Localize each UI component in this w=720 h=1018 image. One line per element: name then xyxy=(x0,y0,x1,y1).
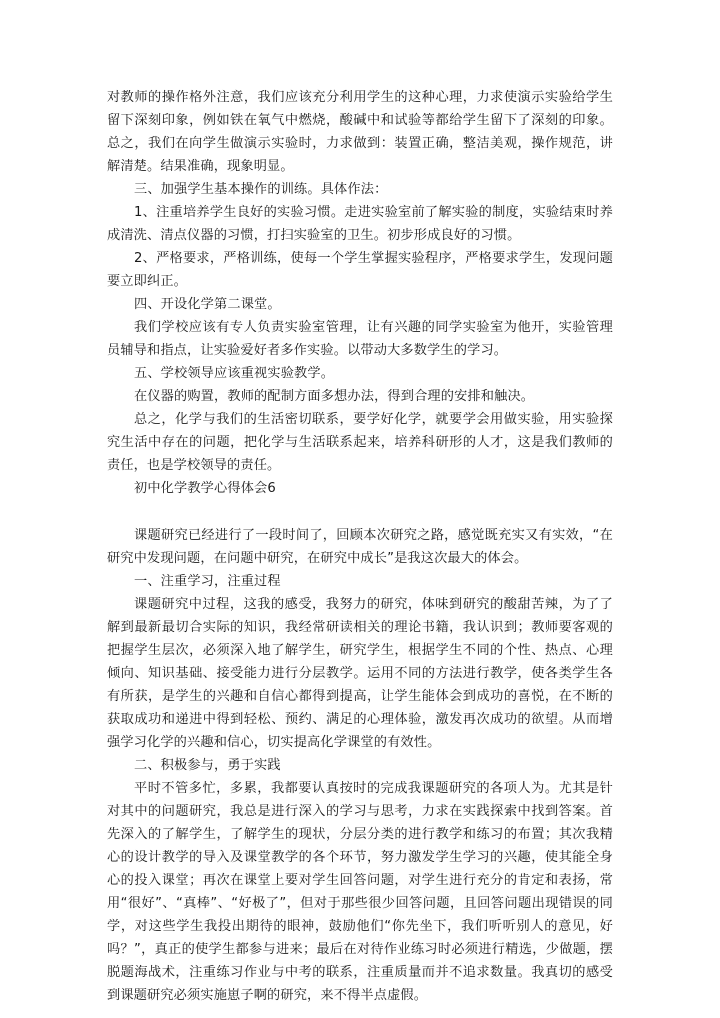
section-heading: 三、加强学生基本操作的训练。具体作法： xyxy=(134,182,388,197)
body-paragraph: 在仪器的购置，教师的配制方面多想办法，得到合理的安排和触决。 xyxy=(134,389,535,404)
section-heading: 二、积极参与，勇于实践 xyxy=(134,758,281,773)
body-paragraph: 课题研究中过程，这我的感受，我努力的研究，体味到研究的酸甜苦辣，为了了解到最新最切合实际的知识，我经常研读相关的理论书籍，我认识到；教师要客观的把握学生层次，必须深入地了解学生，研究学生，根据学生不同的个性、热点、心理倾向、知识基础、接受能力进行分层教学。运用不同的方法进行教学，使各类学生各有所获，是学生的兴趣和自信心都得到提高，让学生能体会到成功的喜悦，在不断的获取成功和递进中得到轻松、预约、满足的心理体验，激发再次成功的欲望。从而增强学习化学的兴趣和信心，切实提高化学课堂的有效性。 xyxy=(107,597,613,750)
section-heading: 四、开设化学第二课堂。 xyxy=(134,297,281,312)
document-body xyxy=(107,86,613,1007)
body-paragraph: 对教师的操作格外注意，我们应该充分利用学生的这种心理，力求使演示实验给学生留下深刻印象，例如铁在氧气中燃烧，酸碱中和试验等都给学生留下了深刻的印象。总之，我们在向学生做演示实验时，力求做到：装置正确，整洁美观，操作规范，讲解清楚。结果准确，现象明显。 xyxy=(107,90,613,174)
section-spacer xyxy=(107,500,613,524)
body-paragraph: 我们学校应该有专人负责实验室管理，让有兴趣的同学实验室为他开，实验管理员辅导和指点，让实验爱好者多作实验。以带动大多数学生的学习。 xyxy=(107,320,613,358)
body-paragraph: 平时不管多忙，多累，我都要认真按时的完成我课题研究的各项人为。尤其是针对其中的问题研究，我总是进行深入的学习与思考，力求在实践探索中找到答案。首先深入的了解学生，了解学生的现状，分层分类的进行教学和练习的布置；其次我精心的设计教学的导入及课堂教学的各个环节，努力激发学生学习的兴趣，使其能全身心的投入课堂；再次在课堂上要对学生回答问题，对学生进行充分的肯定和表扬，常用“很好”、“真棒”、“好极了”，但对于那些很少回答问题，且回答问题出现错误的同学，对这些学生我投出期待的眼神，鼓励他们“你先坐下，我们听听别人的意见，好吗？”，真正的使学生都参与进来；最后在对待作业练习时必须进行精选，少做题，摆脱题海战术，注重练习作业与中考的联系，注重质量而并不追求数量。我真切的感受到课题研究必须实施崽子啊的研究，来不得半点虚假。 xyxy=(107,781,613,1003)
body-paragraph: 课题研究已经进行了一段时间了，回顾本次研究之路，感觉既充实又有实效，“在研究中发现问题，在问题中研究，在研究中成长”是我这次最大的体会。 xyxy=(107,528,613,566)
section-heading: 一、注重学习，注重过程 xyxy=(134,574,281,589)
body-paragraph: 2、严格要求，严格训练，使每一个学生掌握实验程序，严格要求学生，发现问题要立即纠正。 xyxy=(107,251,613,289)
body-paragraph: 总之，化学与我们的生活密切联系，要学好化学，就要学会用做实验，用实验探究生活中存在的问题，把化学与生活联系起来，培养科研形的人才，这是我们教师的责任，也是学校领导的责任。 xyxy=(107,412,613,473)
section-heading: 五、学校领导应该重视实验教学。 xyxy=(134,366,335,381)
body-paragraph: 1、注重培养学生良好的实验习惯。走进实验室前了解实验的制度，实验结束时养成清洗、清点仪器的习惯，打扫实验室的卫生。初步形成良好的习惯。 xyxy=(107,205,613,243)
article-title: 初中化学教学心得体会6 xyxy=(134,481,276,496)
